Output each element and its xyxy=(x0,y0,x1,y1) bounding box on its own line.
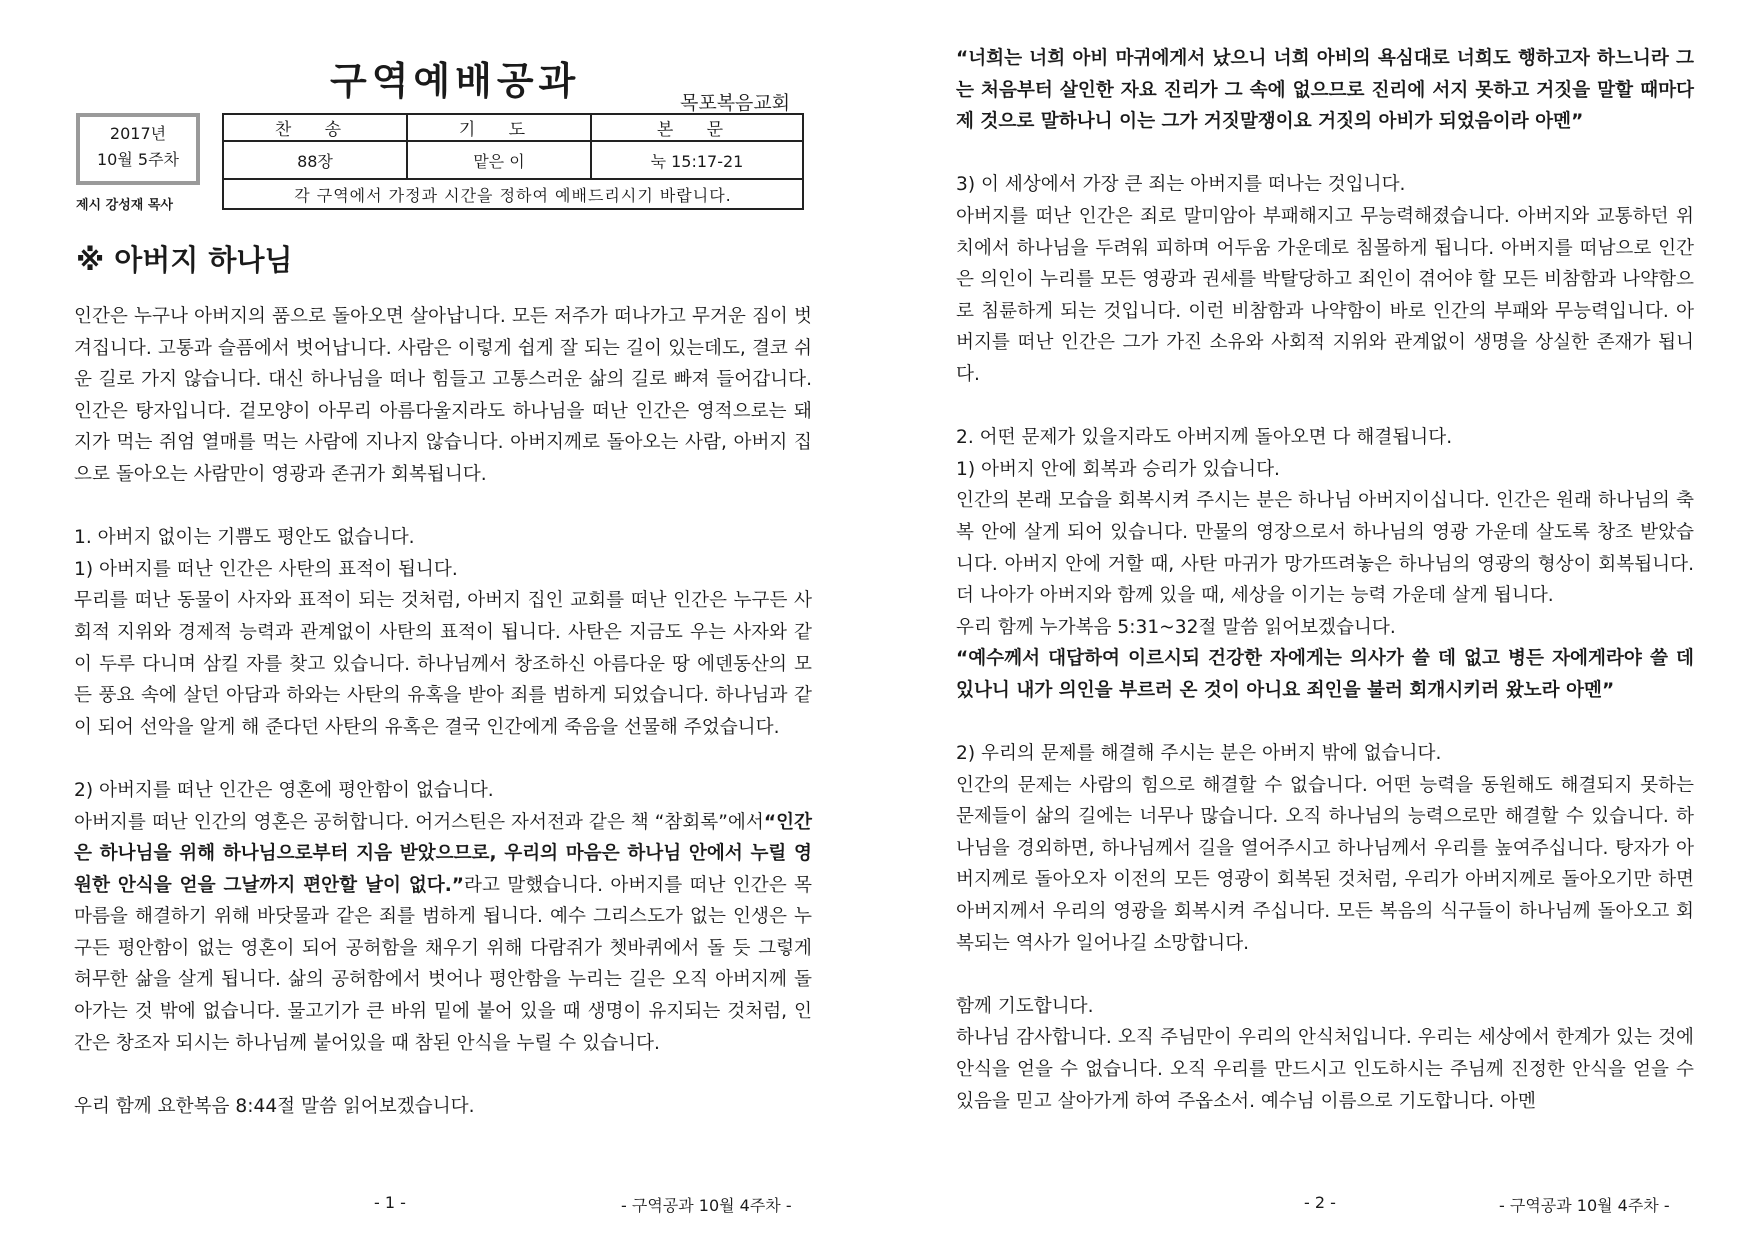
prayer-value: 맡은 이 xyxy=(407,141,591,179)
date-box xyxy=(76,113,200,185)
date-week: 10월 5주차 xyxy=(97,150,179,169)
page-2-body xyxy=(956,43,1694,1117)
prayer-heading: 함께 기도합니다. xyxy=(956,995,1094,1017)
scripture-quote: “너희는 너희 아비 마귀에게서 났으니 너희 아비의 욕심대로 너희도 행하고자 하느니라 그는 처음부터 살인한 자요 진리가 그 속에 없으므로 진리에 서지 못하고 거짓을 말할 때마다 제 것으로 말하나니 이는 그가 거짓말쟁이요 거짓의 아비가 되었음이라 아멘” xyxy=(956,48,1694,133)
page-1-body xyxy=(74,301,812,1122)
body-paragraph: 무리를 떠난 동물이 사자와 표적이 되는 것처럼, 아버지 집인 교회를 떠난 인간은 누구든 사회적 지위와 경제적 능력과 관계없이 사탄의 표적이 됩니다. 사탄은 지금도 우는 사자와 같이 두루 다니며 삼킬 자를 찾고 있습니다. 하나님께서 창조하신 아름다운 땅 에덴동산의 모든 풍요 속에 살던 아담과 하와는 사탄의 유혹을 받아 죄를 범하게 되었습니다. 하나님과 같이 되어 선악을 알게 해 준다던 사탄의 유혹은 결국 인간에게 죽음을 선물해 주었습니다. xyxy=(74,590,812,738)
church-name: 목포복음교회 xyxy=(680,92,791,114)
subpoint-2-heading: 2) 아버지를 떠난 인간은 영혼에 평안함이 없습니다. xyxy=(74,779,494,801)
subpoint-1-heading: 1) 아버지 안에 회복과 승리가 있습니다. xyxy=(956,458,1280,480)
page-number: - 2 - xyxy=(1304,1193,1336,1212)
page-2 xyxy=(877,0,1754,1240)
body-paragraph: 인간의 문제는 사람의 힘으로 해결할 수 없습니다. 어떤 능력을 동원해도 해결되지 못하는 문제들이 삶의 길에는 너무나 많습니다. 오직 하나님의 능력으로만 해결할 수 있습니다. 하나님을 경외하면, 하나님께서 길을 열어주시고 하나님께서 우리를 높여주십니다. 탕자가 아버지께로 돌아오자 이전의 모든 영광이 회복된 것처럼, 우리가 아버지께로 돌아오기만 하면 아버지께서 우리의 영광을 회복시켜 주십니다. 모든 복음의 식구들이 하나님께 돌아오고 회복되는 역사가 일어나길 소망합니다. xyxy=(956,774,1694,954)
body-paragraph: 인간의 본래 모습을 회복시켜 주시는 분은 하나님 아버지이십니다. 인간은 원래 하나님의 축복 안에 살게 되어 있습니다. 만물의 영장으로서 하나님의 영광 가운데 살도록 창조 받았습니다. 아버지 안에 거할 때, 사탄 마귀가 망가뜨려놓은 하나님의 영광의 형상이 회복됩니다. 더 나아가 아버지와 함께 있을 때, 세상을 이기는 능력 가운데 살게 됩니다. xyxy=(956,490,1694,607)
section-heading: ※ 아버지 하나님 xyxy=(76,243,293,277)
page-title: 구역예배공과 xyxy=(330,59,581,103)
body-paragraph: 아버지를 떠난 인간은 죄로 말미암아 부패해지고 무능력해졌습니다. 아버지와 교통하던 위치에서 하나님을 두려워 피하며 어두움 가운데로 침몰하게 됩니다. 아버지를 떠남으로 인간은 의인이 누리를 모든 영광과 권세를 박탈당하고 죄인이 겪어야 할 모든 비참함과 나약함으로 침륜하게 되는 것입니다. 이런 비참함과 나약함이 바로 인간의 부패와 무능력입니다. 아버지를 떠난 인간은 그가 가진 소유와 사회적 지위와 관계없이 생명을 상실한 존재가 됩니다. xyxy=(956,205,1694,385)
subpoint-3-heading: 3) 이 세상에서 가장 큰 죄는 아버지를 떠나는 것입니다. xyxy=(956,174,1406,196)
scripture-quote: “예수께서 대답하여 이르시되 건강한 자에게는 의사가 쓸 데 없고 병든 자에게라야 쓸 데 있나니 내가 의인을 부르러 온 것이 아니요 죄인을 불러 회개시키러 왔노라 아멘” xyxy=(956,648,1694,701)
subpoint-1-heading: 1) 아버지를 떠난 인간은 사탄의 표적이 됩니다. xyxy=(74,558,458,580)
page-footer: - 구역공과 10월 4주차 - xyxy=(621,1196,792,1215)
author-label: 제시 강성재 목사 xyxy=(76,198,173,213)
scripture-header: 본 문 xyxy=(591,114,803,141)
subpoint-2-heading: 2) 우리의 문제를 해결해 주시는 분은 아버지 밖에 없습니다. xyxy=(956,743,1442,765)
prayer-paragraph: 하나님 감사합니다. 오직 주님만이 우리의 안식처입니다. 우리는 세상에서 한계가 있는 것에 안식을 얻을 수 없습니다. 오직 우리를 만드시고 인도하시는 주님께 진정한 안식을 얻을 수 있음을 믿고 살아가게 하여 주옵소서. 예수님 이름으로 기도합니다. 아멘 xyxy=(956,1027,1694,1112)
intro-paragraph: 인간은 누구나 아버지의 품으로 돌아오면 살아납니다. 모든 저주가 떠나가고 무거운 짐이 벗겨집니다. 고통과 슬픔에서 벗어납니다. 사람은 이렇게 쉽게 잘 되는 길이 있는데도, 결코 쉬운 길로 가지 않습니다. 대신 하나님을 떠나 힘들고 고통스러운 삶의 길로 빠져 들어갑니다. 인간은 탕자입니다. 겉모양이 아무리 아름다울지라도 하나님을 떠난 인간은 영적으로는 돼지가 먹는 쥐엄 열매를 먹는 사람에 지나지 않습니다. 아버지께로 돌아오는 사람, 아버지 집으로 돌아오는 사람만이 영광과 존귀가 회복됩니다. xyxy=(74,306,812,485)
service-info-table xyxy=(222,113,804,210)
point-2-heading: 2. 어떤 문제가 있을지라도 아버지께 돌아오면 다 해결됩니다. xyxy=(956,427,1453,449)
hymn-header: 찬 송 xyxy=(223,114,407,141)
paragraph-text: 라고 말했습니다. 아버지를 떠난 인간은 목마름을 해결하기 위해 바닷물과 같은 죄를 범하게 됩니다. 예수 그리스도가 없는 인생은 누구든 평안함이 없는 영혼이 되어 공허함을 채우기 위해 다람쥐가 쳇바퀴에서 돌 듯 그렇게 허무한 삶을 살게 됩니다. 삶의 공허함에서 벗어나 평안함을 누리는 길은 오직 아버지께 돌아가는 것 밖에 없습니다. 물고기가 큰 바위 밑에 붙어 있을 때 생명이 유지되는 것처럼, 인간은 창조자 되시는 하나님께 붙어있을 때 참된 안식을 누릴 수 있습니다. xyxy=(74,874,812,1054)
page-number: - 1 - xyxy=(374,1193,406,1212)
service-notice: 각 구역에서 가정과 시간을 정하여 예배드리시기 바랍니다. xyxy=(223,179,803,209)
scripture-intro: 우리 함께 누가복음 5:31~32절 말씀 읽어보겠습니다. xyxy=(956,616,1396,638)
point-1-heading: 1. 아버지 없이는 기쁨도 평안도 없습니다. xyxy=(74,527,415,549)
hymn-value: 88장 xyxy=(223,141,407,179)
paragraph-text: 아버지를 떠난 인간의 영혼은 공허합니다. 어거스틴은 자서전과 같은 책 “참회록”에서 xyxy=(74,811,764,833)
body-paragraph xyxy=(74,807,812,1060)
page-footer: - 구역공과 10월 4주차 - xyxy=(1499,1196,1670,1215)
augustine-quote: “인간은 하나님을 위해 하나님으로부터 지음 받았으므로, 우리의 마음은 하나님 안에서 누릴 영원한 안식을 얻을 그날까지 편안할 날이 없다.” xyxy=(74,811,812,896)
scripture-intro: 우리 함께 요한복음 8:44절 말씀 읽어보겠습니다. xyxy=(74,1095,475,1117)
prayer-header: 기 도 xyxy=(407,114,591,141)
scripture-value: 눅 15:17-21 xyxy=(591,141,803,179)
date-year: 2017년 xyxy=(109,124,167,143)
